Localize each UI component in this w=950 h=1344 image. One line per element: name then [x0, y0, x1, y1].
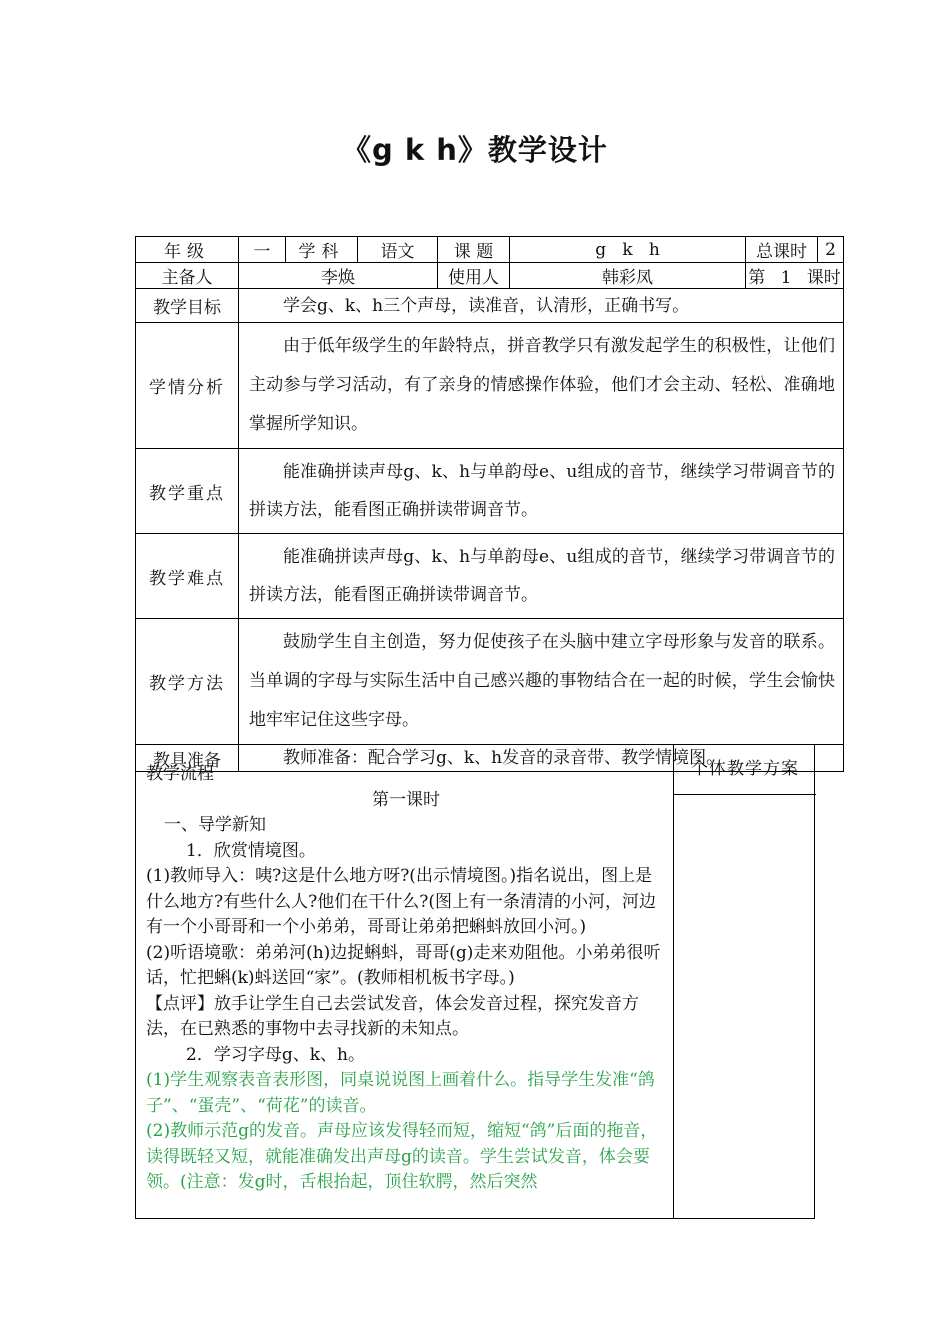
user-label: 使用人	[438, 263, 510, 289]
section-text-key-points: 能准确拼读声母g、k、h与单韵母e、u组成的音节，继续学习带调音节的拼读方法，能看图正确拼读带调音节。	[239, 449, 844, 534]
section-label-difficulties: 教学难点	[136, 534, 239, 619]
grade-label: 年级	[136, 237, 239, 263]
section-label-analysis: 学情分析	[136, 323, 239, 449]
period-value: 第 1 课时	[746, 263, 844, 289]
section-text-objectives: 学会g、k、h三个声母，读准音，认清形，正确书写。	[239, 289, 844, 323]
section-label-key-points: 教学重点	[136, 449, 239, 534]
flow-paragraph-3: (1)学生观察表音表形图，同桌说说图上画着什么。指导学生发准“鸽子”、“蛋壳”、“荷花”的读音。	[146, 1070, 655, 1116]
total-periods-label: 总课时	[746, 237, 818, 263]
lesson-flow-section	[135, 744, 815, 1219]
session-heading: 第一课时	[372, 789, 440, 810]
flow-paragraph-2: (2)听语境歌：弟弟河(h)边捉蝌蚪，哥哥(g)走来劝阻他。小弟弟很听话，忙把蝌(k)蚪送回“家”。(教师相机板书字母。)	[146, 942, 661, 988]
flow-comment: 【点评】放手让学生自己去尝试发音，体会发音过程，探究发音方法，在已熟悉的事物中去寻找新的未知点。	[146, 993, 639, 1039]
preparer-value: 李焕	[239, 263, 438, 289]
step-heading-2: 2．学习字母g、k、h。	[186, 1044, 365, 1065]
total-periods-value: 2	[818, 237, 844, 263]
flow-paragraph-4: (2)教师示范g的发音。声母应该发得轻而短，缩短“鸽”后面的拖音，读得既轻又短，就能准确发出声母g的读音。学生尝试发音，体会要领。(注意：发g时，舌根抬起，顶住软腭，然后突然	[146, 1121, 658, 1192]
section-text-methods: 鼓励学生自主创造，努力促使孩子在头脑中建立字母形象与发音的联系。当单调的字母与实际生活中自己感兴趣的事物结合在一起的时候，学生会愉快地牢牢记住这些字母。	[239, 619, 844, 745]
individual-plan-header: 个体教学方案	[674, 744, 816, 795]
section-label-objectives: 教学目标	[136, 289, 239, 323]
section-label-methods: 教学方法	[136, 619, 239, 745]
lesson-flow-content	[146, 762, 666, 1196]
section-text-analysis: 由于低年级学生的年龄特点，拼音教学只有激发起学生的积极性，让他们主动参与学习活动，有了亲身的情感操作体验，他们才会主动、轻松、准确地掌握所学知识。	[239, 323, 844, 449]
lesson-info-table	[135, 236, 844, 772]
flow-paragraph-1: (1)教师导入：咦?这是什么地方呀?(出示情境图。)指名说出，图上是什么地方?有些什么人?他们在干什么?(图上有一条清清的小河，河边有一个小哥哥和一个小弟弟，哥哥让弟弟把蝌蚪放回小河。)	[146, 866, 656, 937]
subject-value: 语文	[358, 237, 438, 263]
preparer-label: 主备人	[136, 263, 239, 289]
subject-label: 学科	[286, 237, 358, 263]
section-text-materials: 教师准备：配合学习g、k、h发音的录音带、教学情境图。	[239, 745, 844, 772]
grade-value: 一	[239, 237, 286, 263]
step-heading-1: 1．欣赏情境图。	[186, 840, 316, 861]
column-divider	[673, 744, 674, 1218]
document-title: 《g k h》教学设计	[342, 133, 608, 167]
user-value: 韩彩凤	[510, 263, 746, 289]
section-text-difficulties: 能准确拼读声母g、k、h与单韵母e、u组成的音节，继续学习带调音节的拼读方法，能看图正确拼读带调音节。	[239, 534, 844, 619]
flow-label: 教学流程	[146, 764, 214, 784]
topic-label: 课 题	[438, 237, 510, 263]
part-heading: 一、导学新知	[164, 815, 266, 835]
section-label-materials: 教具准备	[136, 745, 239, 772]
topic-value: g k h	[510, 237, 746, 263]
